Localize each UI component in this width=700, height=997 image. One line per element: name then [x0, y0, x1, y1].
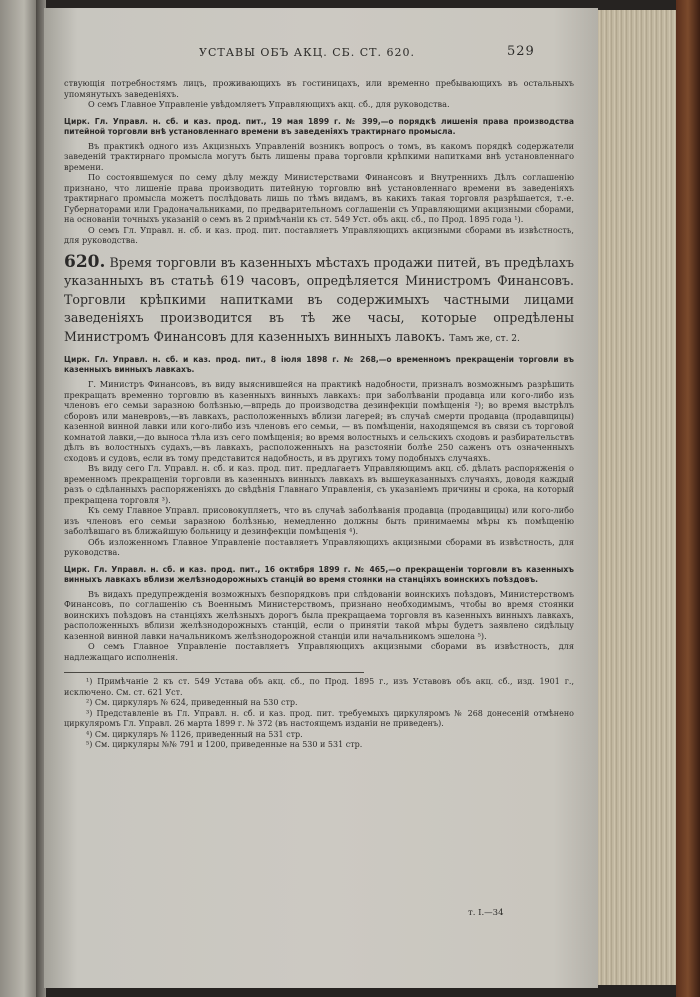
header-title: УСТАВЫ ОБЪ АКЦ. СБ. СТ. 620. — [199, 46, 415, 59]
page-number: 529 — [507, 44, 535, 59]
paragraph: По состоявшемуся по сему дѣлу между Министерствами Финансовъ и Внутреннихъ Дѣлъ соглашенію признано, что лишеніе права производить питейную торговлю внѣ установленнаго времени въ заведеніяхъ трактирнаго промысла можетъ послѣдовать лишь по тѣмъ видамъ, въ какихъ такая торговля разрѣшается, т.-е. Губернаторами или Градоначальниками, по предварительномъ соглашеніи съ Управляющими акцизными сборами, на основаніи точныхъ указаній о семъ въ 2 примѣчаніи къ ст. 549 Уст. объ акц. сб., по Прод. 1895 года ¹). — [64, 172, 574, 224]
book-page — [44, 8, 598, 988]
article-620 — [64, 253, 574, 349]
paragraph: Объ изложенномъ Главное Управленіе поставляетъ Управляющихъ акцизными сборами въ извѣстность, для руководства. — [64, 536, 574, 557]
circular-heading: Цирк. Гл. Управл. н. сб. и каз. прод. пит., 16 октября 1899 г. № 465,—о прекращеніи торговли въ казенныхъ винныхъ лавкахъ вблизи желѣзнодорожныхъ станцій во время стоянки на станціяхъ воинскихъ поѣздовъ. — [64, 564, 574, 584]
footnote: ⁵) См. циркуляры №№ 791 и 1200, приведенные на 530 и 531 стр. — [86, 740, 363, 749]
article-text: Время торговли въ казенныхъ мѣстахъ продажи питей, въ предѣлахъ указанныхъ въ статьѣ 619 часовъ, опредѣляется Министромъ Финансовъ. Торговли крѣпкими напитками въ содержимыхъ частными лицами заведеніяхъ производится въ тѣ же часы, которые опредѣлены Министромъ Финансовъ для казенныхъ винныхъ лавокъ. — [64, 254, 574, 344]
paragraph: Въ виду сего Гл. Управл. н. сб. и каз. прод. пит. предлагаетъ Управляющимъ акц. сб. дѣлать распоряженія о временномъ прекращеніи торговли въ казенныхъ винныхъ лавкахъ въ вышеуказанныхъ случаяхъ, доводя каждый разъ о сдѣланныхъ распоряженіяхъ до свѣдѣнія Главнаго Управленія, съ указаніемъ причины и срока, на который прекращена торговля ³). — [64, 463, 574, 505]
paragraph: ствующія потребностямъ лицъ, проживающихъ въ гостиницахъ, или временно пребывающихъ въ остальныхъ упомянутыхъ заведеніяхъ. — [64, 78, 574, 99]
page-stack-edges — [598, 10, 676, 985]
signature-mark: т. I.—34 — [468, 908, 504, 918]
article-number: 620. — [64, 251, 106, 272]
paragraph: О семъ Гл. Управл. н. сб. и каз. прод. пит. поставляетъ Управляющихъ акцизными сборами въ извѣстность, для руководства. — [64, 224, 574, 245]
running-header — [44, 46, 598, 64]
circular-heading: Цирк. Гл. Управл. н. сб. и каз. прод. пит., 8 іюля 1898 г. № 268,—о временномъ прекращеніи торговли въ казенныхъ винныхъ лавкахъ. — [64, 355, 574, 374]
paragraph: Въ практикѣ одного изъ Акцизныхъ Управленій возникъ вопросъ о томъ, въ какомъ порядкѣ содержатели заведеній трактирнаго промысла могутъ быть лишены права торговли крѣпкими напитками внѣ установленнаго времени. — [64, 140, 574, 172]
article-reference: Тамъ же, ст. 2. — [449, 333, 520, 344]
book-cover-edge — [676, 0, 700, 997]
circular-heading: Цирк. Гл. Управл. н. сб. и каз. прод. пит., 19 мая 1899 г. № 399,—о порядкѣ лишенія права производства питейной торговли внѣ установленнаго времени въ заведеніяхъ трактирнаго промысла. — [64, 116, 574, 136]
left-page-text-fragment — [2, 60, 32, 940]
footnote: ⁴) См. циркуляръ № 1126, приведенный на 531 стр. — [86, 729, 303, 739]
paragraph: О семъ Главное Управленіе поставляетъ Управляющихъ акцизными сборами въ извѣстность, для надлежащаго исполненія. — [64, 641, 574, 662]
paragraph: Г. Министръ Финансовъ, въ виду выяснившейся на практикѣ надобности, призналъ возможнымъ разрѣшить прекращать временно торговлю въ казенныхъ винныхъ лавкахъ: при заболѣваніи продавца или кого-либо изъ членовъ его семьи заразною болѣзнью,—впредь до производства дезинфекціи помѣщенія ²); во время выстрѣлъ сборовъ или маневровъ,—въ лавкахъ, расположенныхъ вблизи лагерей; въ случаѣ смерти продавца (продавщицы) казенной винной лавки или кого-либо изъ членовъ его семьи, — въ помѣщеніи, находящемся въ связи съ торговой комнатой лавки,—до выноса тѣла изъ сего помѣщенія; во время волостныхъ и сельскихъ сходовъ и разбирательствъ дѣлъ въ волостныхъ судахъ,—въ лавкахъ, расположенныхъ на разстояніи болѣе 250 саженъ отъ означенныхъ сходовъ и судовъ, если въ тому представится надобность, и въ другихъ тому подобныхъ случаяхъ. — [64, 379, 574, 463]
page-content — [64, 78, 574, 751]
footnote: ²) См. циркуляръ № 624, приведенный на 530 стр. — [86, 698, 298, 707]
paragraph: О семъ Главное Управленіе увѣдомляетъ Управляющихъ акц. сб., для руководства. — [88, 99, 450, 109]
paragraph: Къ сему Главное Управл. присовокупляетъ, что въ случаѣ заболѣванія продавца (продавщицы) или кого-либо изъ членовъ его семьи заразною болѣзнью, немедленно должны быть принимаемы мѣры къ помѣщенію заболѣвшаго въ ближайшую больницу и дезинфекціи помѣщенія ⁴). — [64, 505, 574, 536]
left-page-edge — [0, 0, 40, 997]
footnote: ¹) Примѣчаніе 2 къ ст. 549 Устава объ акц. сб., по Прод. 1895 г., изъ Уставовъ объ акц. сб., изд. 1901 г., исключено. См. ст. 621 Уст. — [64, 677, 574, 697]
footnote: ³) Представленіе въ Гл. Управл. н. сб. и каз. прод. пит. требуемыхъ циркуляромъ № 268 донесеній отмѣнено циркуляромъ Гл. Управл. 26 марта 1899 г. № 372 (въ настоящемъ изданіи не приведенъ). — [64, 708, 574, 728]
paragraph: Въ видахъ предупрежденія возможныхъ безпорядковъ при слѣдованіи воинскихъ поѣздовъ, Министерствомъ Финансовъ, по соглашенію съ Военнымъ Министерствомъ, признано необходимымъ, чтобы во время стоянки воинскихъ поѣздовъ на станціяхъ желѣзныхъ дорогъ была прекращаема торговля въ казенныхъ винныхъ лавкахъ, расположенныхъ вблизи желѣзнодорожныхъ станцій, если о принятіи такой мѣры будетъ заявлено сидѣльцу казенной винной лавки начальникомъ желѣзнодорожной станціи или начальникомъ эшелона ⁵). — [64, 588, 574, 641]
